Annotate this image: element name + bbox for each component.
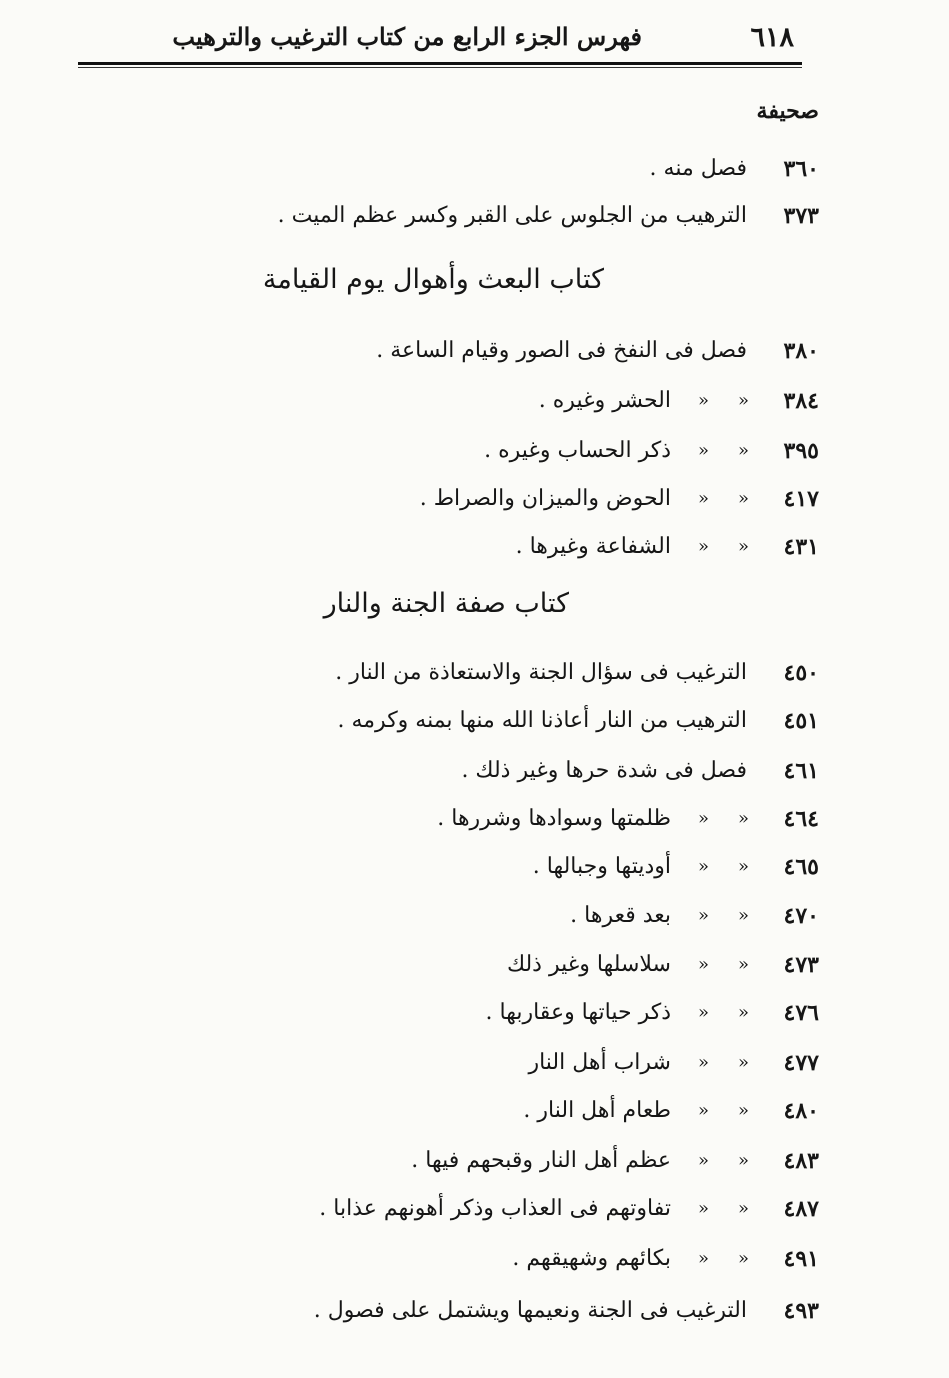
- page-ref: ٤٦١: [783, 758, 819, 784]
- ditto-mark: «: [737, 905, 749, 926]
- entry-text: فصل منه .: [649, 156, 747, 181]
- page-ref: ٤٧٦: [783, 1000, 819, 1026]
- index-entry: [119, 338, 819, 378]
- page-number: ٦١٨: [750, 22, 794, 53]
- entry-text: شراب أهل النار: [528, 1050, 671, 1075]
- ditto-mark: «: [697, 1150, 709, 1171]
- index-entry: [119, 1050, 819, 1090]
- ditto-mark: «: [737, 1150, 749, 1171]
- header-rule-thin: [78, 67, 802, 68]
- page-ref: ٤٥٠: [783, 660, 819, 686]
- entry-text: سلاسلها وغير ذلك: [506, 952, 671, 977]
- page-ref: ٤٨٠: [783, 1098, 819, 1124]
- page-ref: ٤١٧: [783, 486, 819, 512]
- ditto-mark: «: [737, 536, 749, 557]
- page-ref: ٤٩٣: [783, 1298, 819, 1324]
- index-entry: [119, 660, 819, 700]
- index-entry: [119, 708, 819, 748]
- index-entry: [119, 438, 819, 478]
- index-entry: [119, 1298, 819, 1338]
- ditto-mark: «: [697, 808, 709, 829]
- ditto-mark: «: [737, 1100, 749, 1121]
- ditto-mark: «: [697, 1198, 709, 1219]
- page-ref: ٣٦٠: [783, 156, 819, 182]
- entry-text: الترهيب من الجلوس على القبر وكسر عظم الميت .: [277, 203, 747, 228]
- running-title: فهرس الجزء الرابع من كتاب الترغيب والترهيب: [172, 22, 642, 51]
- ditto-mark: «: [737, 954, 749, 975]
- entry-text: فصل فى شدة حرها وغير ذلك .: [461, 758, 747, 783]
- entry-text: الحوض والميزان والصراط .: [419, 486, 671, 511]
- index-entry: [119, 1000, 819, 1040]
- section-heading: كتاب صفة الجنة والنار: [323, 588, 569, 619]
- entry-text: الترغيب فى الجنة ونعيمها ويشتمل على فصول .: [313, 1298, 747, 1323]
- index-entry: [119, 388, 819, 428]
- ditto-mark: «: [697, 1052, 709, 1073]
- page-ref: ٤٦٤: [783, 806, 819, 832]
- index-entry: [119, 1246, 819, 1286]
- index-entry: [119, 1148, 819, 1188]
- ditto-mark: «: [737, 1052, 749, 1073]
- ditto-mark: «: [697, 390, 709, 411]
- ditto-mark: «: [697, 1248, 709, 1269]
- ditto-mark: «: [697, 488, 709, 509]
- ditto-mark: «: [697, 440, 709, 461]
- entry-text: طعام أهل النار .: [523, 1098, 671, 1123]
- entry-text: بكائهم وشهيقهم .: [512, 1246, 671, 1271]
- entry-text: أوديتها وجبالها .: [532, 854, 671, 879]
- index-entry: [119, 156, 819, 196]
- entry-text: بعد قعرها .: [570, 903, 671, 928]
- page-ref: ٤٧٣: [783, 952, 819, 978]
- page-ref: ٣٨٠: [783, 338, 819, 364]
- ditto-mark: «: [697, 536, 709, 557]
- ditto-mark: «: [737, 440, 749, 461]
- ditto-mark: «: [697, 1002, 709, 1023]
- ditto-mark: «: [697, 856, 709, 877]
- entry-text: ذكر حياتها وعقاربها .: [485, 1000, 671, 1025]
- ditto-mark: «: [737, 1198, 749, 1219]
- index-entry: [119, 903, 819, 943]
- ditto-mark: «: [737, 856, 749, 877]
- page-ref: ٣٨٤: [783, 388, 819, 414]
- ditto-mark: «: [697, 905, 709, 926]
- ditto-mark: «: [737, 1002, 749, 1023]
- entry-text: تفاوتهم فى العذاب وذكر أهونهم عذابا .: [319, 1196, 671, 1221]
- column-label: صحيفة: [756, 98, 819, 124]
- index-entry: [119, 203, 819, 243]
- ditto-mark: «: [697, 1100, 709, 1121]
- page-header: [78, 18, 800, 60]
- header-rule: [78, 62, 802, 65]
- entry-text: الحشر وغيره .: [538, 388, 671, 413]
- page-ref: ٣٩٥: [783, 438, 819, 464]
- entry-text: الترهيب من النار أعاذنا الله منها بمنه وكرمه .: [337, 708, 747, 733]
- index-entry: [119, 758, 819, 798]
- entry-text: الشفاعة وغيرها .: [515, 534, 671, 559]
- ditto-mark: «: [737, 808, 749, 829]
- index-entry: [119, 1196, 819, 1236]
- ditto-mark: «: [737, 390, 749, 411]
- ditto-mark: «: [737, 1248, 749, 1269]
- page-ref: ٤٨٣: [783, 1148, 819, 1174]
- entry-text: ظلمتها وسوادها وشررها .: [437, 806, 671, 831]
- entry-text: فصل فى النفخ فى الصور وقيام الساعة .: [376, 338, 747, 363]
- entry-text: الترغيب فى سؤال الجنة والاستعاذة من النار .: [335, 660, 747, 685]
- section-heading: كتاب البعث وأهوال يوم القيامة: [262, 264, 604, 295]
- index-entry: [119, 486, 819, 526]
- page-ref: ٤٥١: [783, 708, 819, 734]
- page-ref: ٤٨٧: [783, 1196, 819, 1222]
- page-ref: ٤٣١: [783, 534, 819, 560]
- index-entry: [119, 534, 819, 574]
- entry-text: عظم أهل النار وقبحهم فيها .: [411, 1148, 671, 1173]
- ditto-mark: «: [697, 954, 709, 975]
- entry-text: ذكر الحساب وغيره .: [484, 438, 671, 463]
- index-entry: [119, 952, 819, 992]
- page-ref: ٤٩١: [783, 1246, 819, 1272]
- page-ref: ٤٧٠: [783, 903, 819, 929]
- page-ref: ٤٦٥: [783, 854, 819, 880]
- index-entry: [119, 1098, 819, 1138]
- index-entry: [119, 854, 819, 894]
- page-ref: ٤٧٧: [783, 1050, 819, 1076]
- ditto-mark: «: [737, 488, 749, 509]
- page-ref: ٣٧٣: [783, 203, 819, 229]
- index-entry: [119, 806, 819, 846]
